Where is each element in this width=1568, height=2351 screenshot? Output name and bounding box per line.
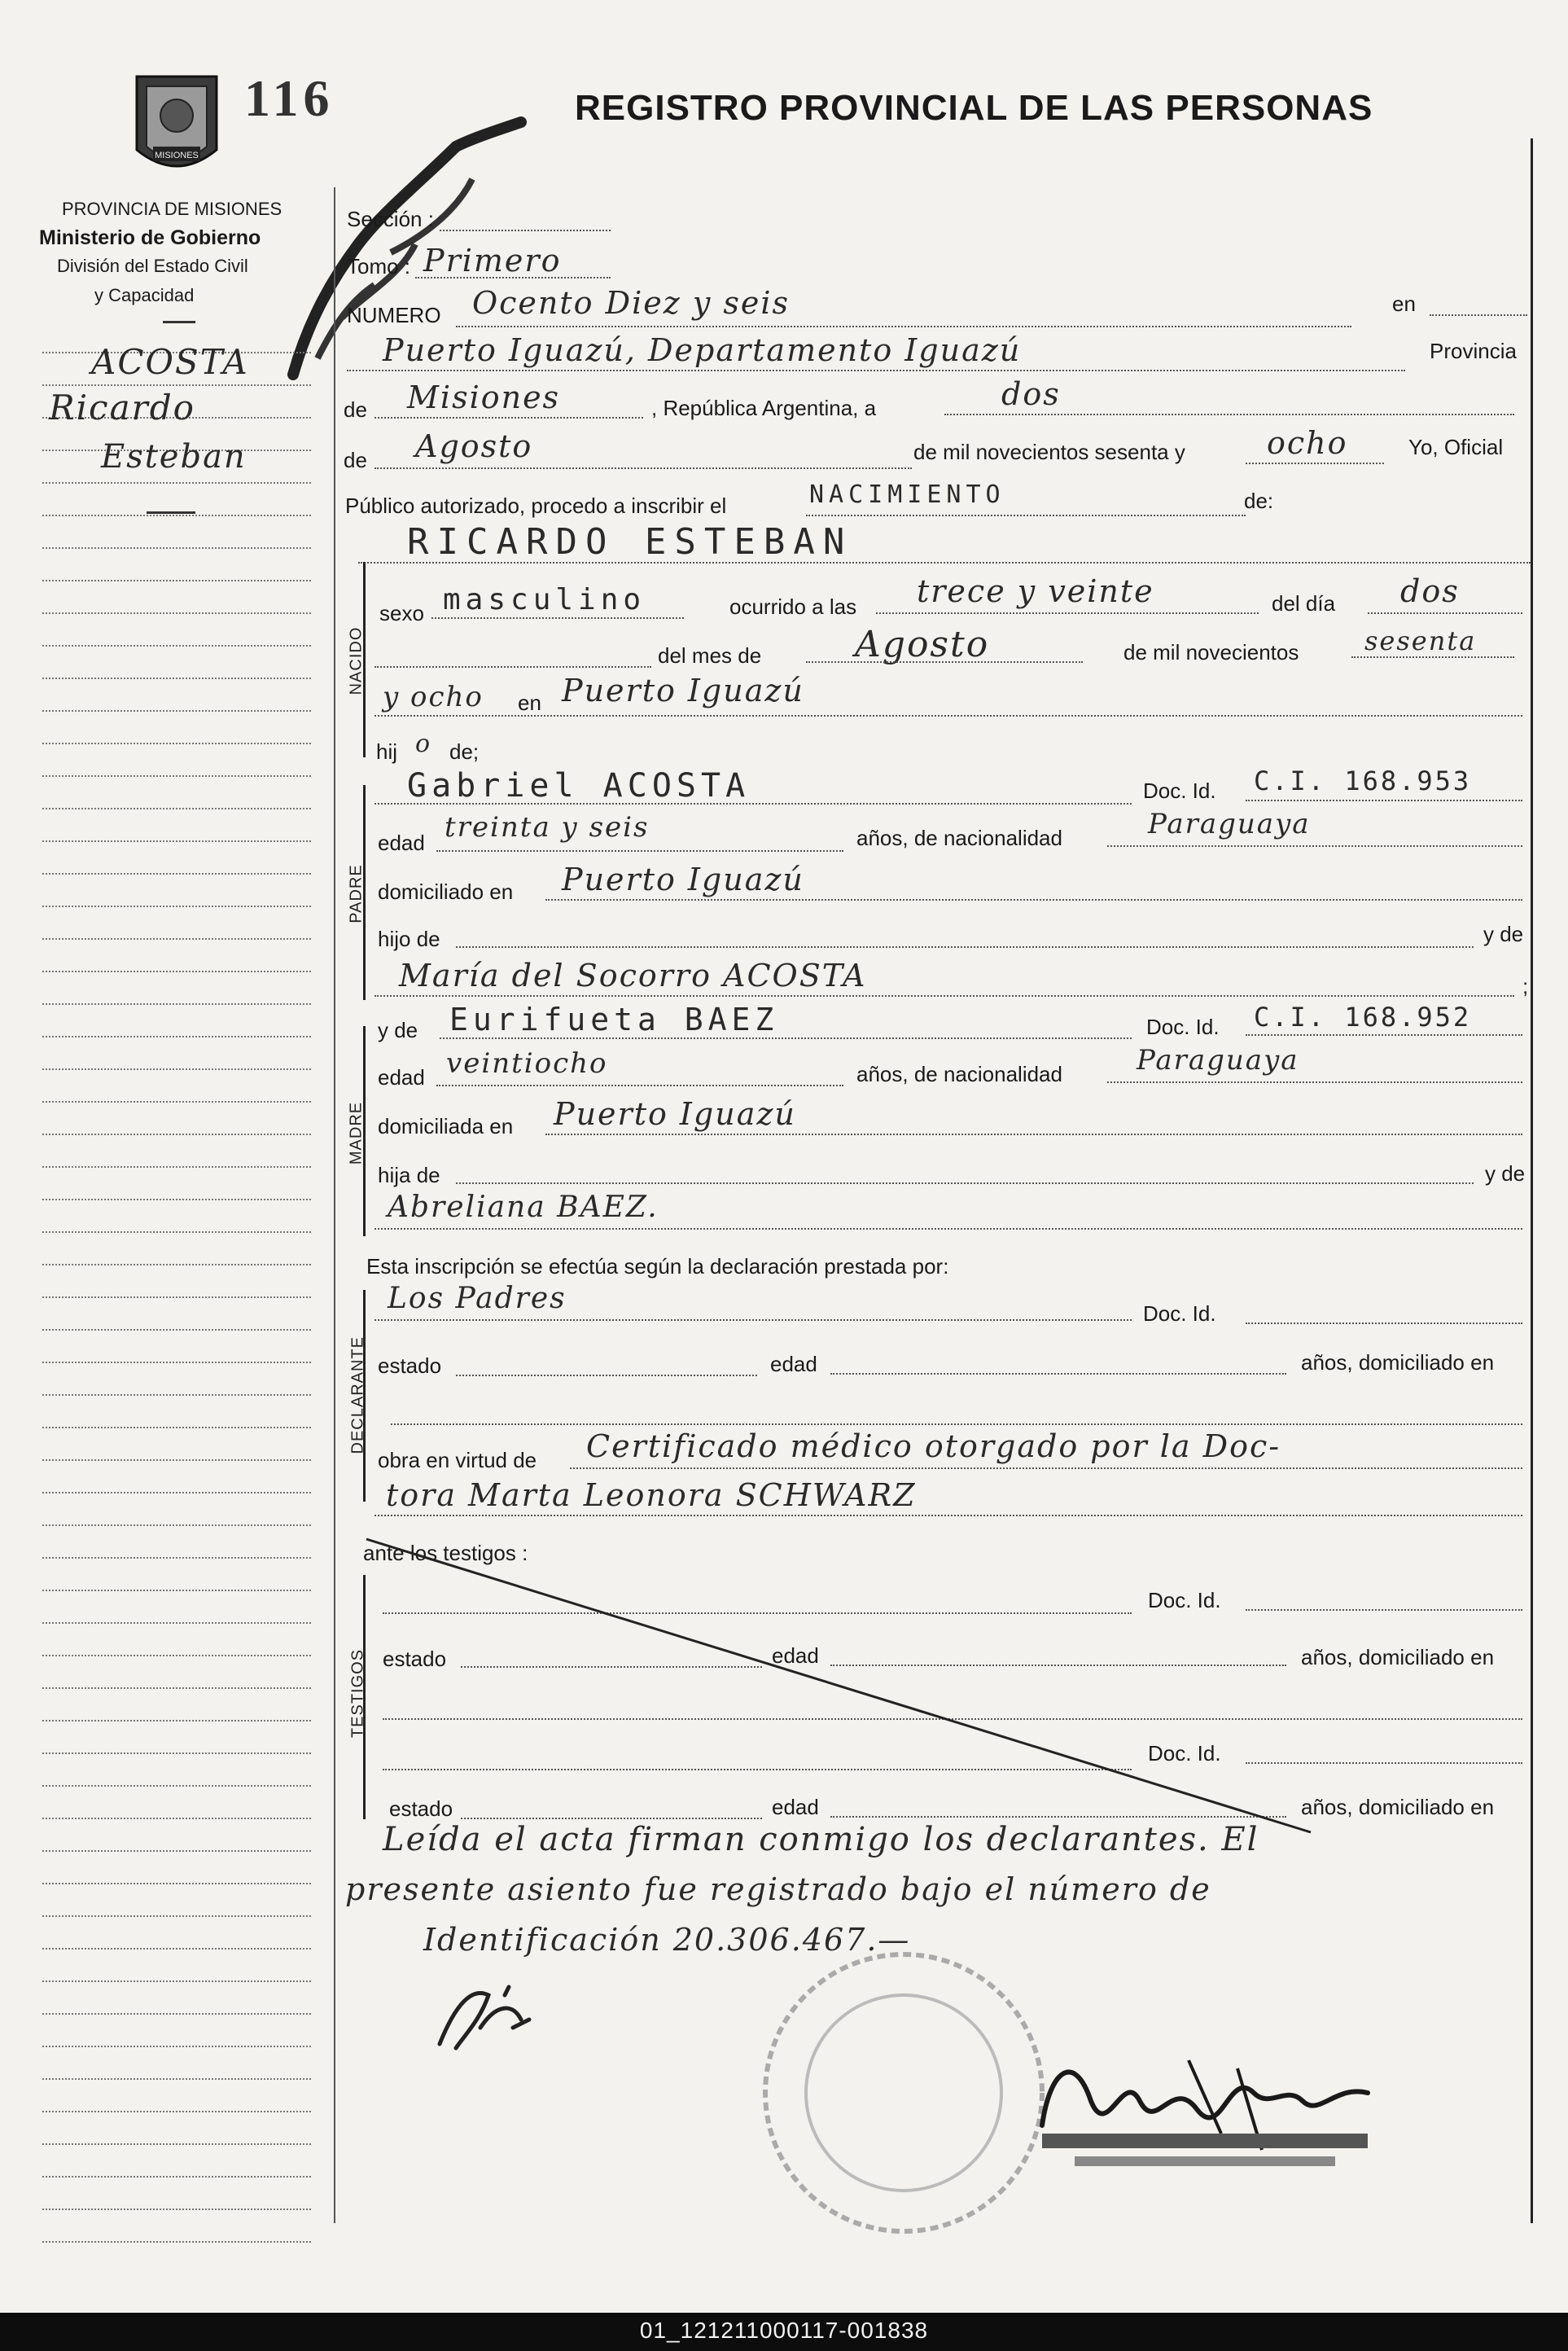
label-obra: obra en virtud de — [378, 1448, 537, 1472]
label-publico: Público autorizado, procedo a inscribir el — [345, 493, 727, 518]
value-madre-nac: Paraguaya — [1137, 1044, 1299, 1077]
value-mes-nac: Agosto — [855, 624, 990, 665]
label-anos-domiciliado-testigo-1: años, domiciliado en — [1301, 1645, 1495, 1669]
value-madre-nombre: Eurifueta BAEZ — [449, 1002, 779, 1037]
value-mes: Agosto — [415, 428, 533, 464]
label-edad-testigo-2: edad — [772, 1795, 819, 1819]
label-domiciliada-madre: domiciliada en — [378, 1114, 514, 1138]
value-tomo: Primero — [423, 243, 562, 279]
label-semicolon: ; — [1522, 974, 1529, 998]
registry-round-stamp — [749, 1938, 1058, 2248]
value-padre-doc: C.I. 168.953 — [1254, 765, 1472, 796]
label-seccion: Sección : — [347, 207, 434, 231]
provincial-seal — [129, 68, 225, 182]
label-edad-padre: edad — [378, 831, 425, 855]
label-estado-testigo-2: estado — [389, 1796, 453, 1821]
agency-line-1: PROVINCIA DE MISIONES — [62, 199, 283, 219]
value-madre-edad: veintiocho — [446, 1047, 608, 1080]
value-lugar-nac: Puerto Iguazú — [562, 673, 804, 708]
value-anio-nac-1: sesenta — [1364, 625, 1477, 656]
label-en-nac: en — [518, 691, 541, 715]
label-de-2: de — [344, 448, 367, 472]
seal-label: MISIONES — [155, 151, 199, 160]
value-padre-edad: treinta y seis — [445, 811, 650, 844]
label-edad-madre: edad — [378, 1065, 425, 1090]
label-sexo: sexo — [379, 601, 424, 625]
label-hijo-de: hijo de — [378, 927, 440, 951]
value-dia-nac: dos — [1400, 573, 1460, 609]
value-dia: dos — [1001, 376, 1061, 412]
label-y-de-2: y de — [1485, 1161, 1526, 1186]
value-anio: ocho — [1267, 425, 1348, 461]
value-hora: trece y veinte — [917, 573, 1154, 609]
label-del-mes: del mes de — [658, 643, 762, 668]
section-nacido: NACIDO — [347, 626, 366, 695]
label-anos-domiciliado-declarante: años, domiciliado en — [1301, 1350, 1495, 1375]
image-code: 01_121211000117-001838 — [639, 2318, 929, 2343]
value-sexo: masculino — [443, 583, 646, 616]
label-doc-testigo-1: Doc. Id. — [1148, 1588, 1221, 1612]
agency-line-3: División del Estado Civil — [57, 256, 248, 276]
label-del-dia: del día — [1272, 591, 1336, 616]
label-hij: hij — [376, 739, 398, 764]
value-hij-suffix: o — [415, 730, 432, 758]
label-de-colon: de: — [1244, 489, 1274, 513]
folio-number: 116 — [244, 69, 335, 127]
label-doc-padre: Doc. Id. — [1143, 779, 1216, 803]
value-certificado-2: tora Marta Leonora SCHWARZ — [386, 1477, 917, 1513]
agency-line-2: Ministerio de Gobierno — [39, 226, 261, 249]
value-madre-doc: C.I. 168.952 — [1254, 1002, 1472, 1033]
label-nacionalidad-madre: años, de nacionalidad — [856, 1062, 1062, 1086]
label-tomo: Tomo : — [347, 254, 411, 279]
label-numero: NUMERO — [347, 303, 441, 327]
label-en: en — [1392, 292, 1416, 316]
value-padre-nombre: Gabriel ACOSTA — [407, 767, 751, 805]
label-yo-oficial: Yo, Oficial — [1408, 435, 1504, 459]
closing-note-3: Identificación 20.306.467.— — [423, 1922, 911, 1958]
label-de-1: de — [344, 397, 367, 422]
label-doc-testigo-2: Doc. Id. — [1148, 1741, 1221, 1765]
closing-note-2: presente asiento fue registrado bajo el número de — [345, 1871, 1211, 1907]
margin-given-name-2: Esteban — [101, 438, 247, 476]
label-y-de-madre: y de — [378, 1018, 418, 1042]
section-madre: MADRE — [347, 1101, 366, 1165]
value-declarante: Los Padres — [388, 1282, 567, 1315]
label-doc-declarante: Doc. Id. — [1143, 1301, 1216, 1326]
closing-note-1: Leída el acta firman conmigo los declarantes. El — [383, 1821, 1259, 1858]
label-y-de-1: y de — [1483, 922, 1524, 946]
label-estado-testigo-1: estado — [383, 1647, 447, 1671]
value-padre-nac: Paraguaya — [1148, 808, 1311, 840]
value-localidad: Puerto Iguazú, Departamento Iguazú — [383, 332, 1022, 368]
section-padre: PADRE — [347, 864, 366, 923]
value-madre-dom: Puerto Iguazú — [554, 1096, 796, 1132]
value-certificado-1: Certificado médico otorgado por la Doc- — [586, 1428, 1281, 1464]
label-de-semicolon: de; — [449, 739, 480, 764]
label-edad-testigo-1: edad — [772, 1643, 819, 1668]
label-anos-domiciliado-testigo-2: años, domiciliado en — [1301, 1795, 1495, 1819]
label-doc-madre: Doc. Id. — [1146, 1015, 1220, 1039]
section-declarante: DECLARANTE — [348, 1336, 367, 1454]
label-nacionalidad-padre: años, de nacionalidad — [856, 826, 1062, 850]
label-republica: , República Argentina, a — [651, 396, 877, 420]
label-ocurrido: ocurrido a las — [729, 594, 857, 619]
label-declaracion: Esta inscripción se efectúa según la declaración prestada por: — [366, 1254, 949, 1279]
label-hija-de: hija de — [378, 1163, 440, 1187]
value-anio-nac-2: y ocho — [383, 681, 484, 713]
strike-line — [358, 1531, 1319, 1840]
value-madre-abuela: Abreliana BAEZ. — [388, 1191, 659, 1224]
value-acto: NACIMIENTO — [809, 480, 1005, 509]
label-estado-declarante: estado — [378, 1353, 442, 1378]
value-numero: Ocento Diez y seis — [472, 285, 791, 321]
margin-given-name-1: Ricardo — [49, 388, 195, 428]
label-mil-novecientos: de mil novecientos sesenta y — [913, 440, 1185, 464]
value-padre-abuela: María del Socorro ACOSTA — [399, 958, 867, 993]
label-testigos: ante los testigos : — [363, 1541, 528, 1565]
section-testigos: TESTIGOS — [348, 1648, 367, 1739]
label-provincia: Provincia — [1430, 339, 1517, 363]
page-title: REGISTRO PROVINCIAL DE LAS PERSONAS — [575, 88, 1373, 128]
label-edad-declarante: edad — [770, 1352, 817, 1376]
label-de-mil-novecientos: de mil novecientos — [1123, 640, 1299, 665]
margin-surname: ACOSTA — [91, 342, 249, 382]
initials-signature — [423, 1971, 554, 2060]
agency-line-4: y Capacidad — [94, 285, 195, 305]
label-domiciliado-padre: domiciliado en — [378, 879, 514, 904]
officer-signature — [1026, 2036, 1400, 2182]
value-nombre: RICARDO ESTEBAN — [407, 521, 853, 563]
value-provincia: Misiones — [407, 379, 561, 415]
value-padre-dom: Puerto Iguazú — [562, 862, 804, 897]
